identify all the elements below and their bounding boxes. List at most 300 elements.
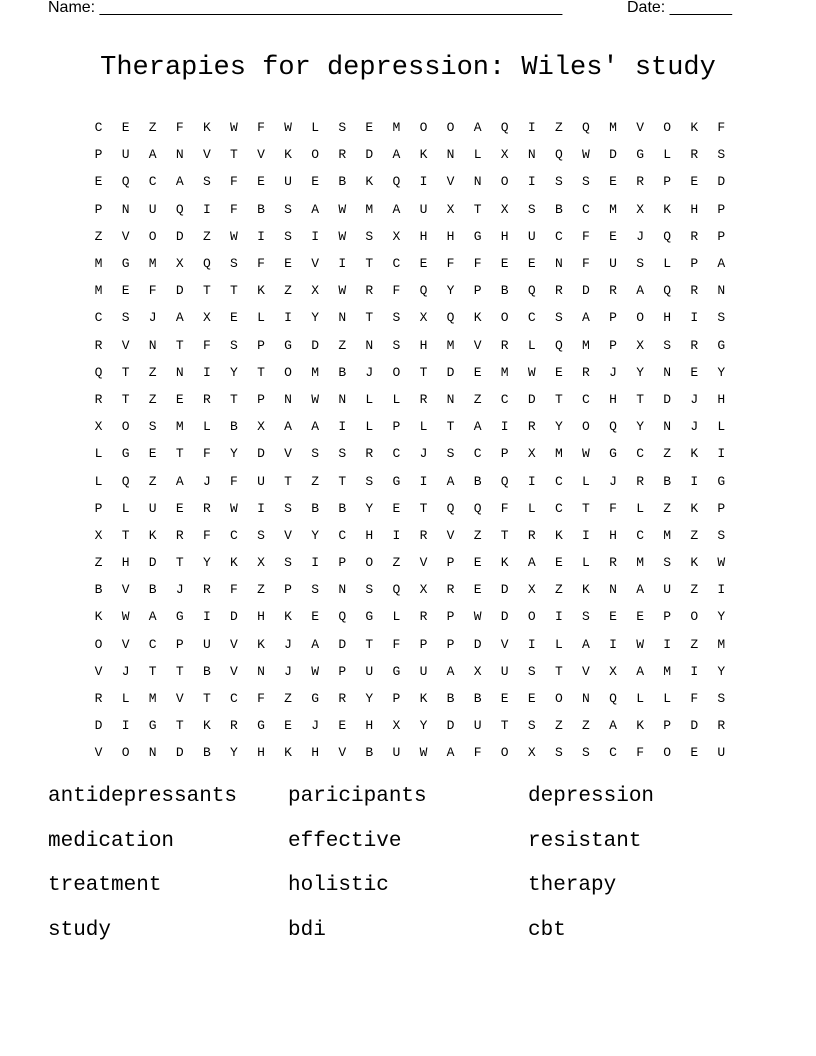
grid-cell[interactable]: B xyxy=(338,174,347,190)
grid-cell[interactable]: C xyxy=(527,310,536,326)
grid-cell[interactable]: G xyxy=(284,337,292,353)
grid-cell[interactable]: Y xyxy=(419,718,428,734)
grid-cell[interactable]: F xyxy=(257,120,265,136)
grid-cell[interactable]: F xyxy=(202,446,211,462)
grid-cell[interactable]: F xyxy=(230,582,238,598)
grid-cell[interactable]: X xyxy=(419,310,428,326)
grid-cell[interactable]: N xyxy=(257,663,265,679)
grid-cell[interactable]: R xyxy=(582,364,590,380)
grid-cell[interactable]: C xyxy=(392,256,401,272)
grid-cell[interactable]: K xyxy=(419,147,428,163)
grid-cell[interactable]: I xyxy=(527,174,536,190)
grid-cell[interactable]: T xyxy=(338,473,347,489)
grid-cell[interactable]: X xyxy=(202,310,211,326)
grid-cell[interactable]: B xyxy=(202,745,211,761)
grid-cell[interactable]: N xyxy=(338,391,347,407)
grid-cell[interactable]: D xyxy=(257,446,265,462)
grid-cell[interactable]: B xyxy=(500,283,509,299)
grid-cell[interactable]: N xyxy=(527,147,536,163)
grid-cell[interactable]: D xyxy=(663,391,672,407)
grid-cell[interactable]: C xyxy=(554,473,563,489)
grid-cell[interactable]: Q xyxy=(473,500,482,516)
grid-cell[interactable]: B xyxy=(311,500,320,516)
grid-cell[interactable]: G xyxy=(257,718,265,734)
grid-cell[interactable]: S xyxy=(121,310,130,326)
grid-cell[interactable]: M xyxy=(582,337,590,353)
grid-cell[interactable]: R xyxy=(636,473,644,489)
grid-cell[interactable]: I xyxy=(392,527,401,543)
grid-cell[interactable]: T xyxy=(202,691,211,707)
grid-cell[interactable]: M xyxy=(175,419,184,435)
grid-cell[interactable]: F xyxy=(500,500,509,516)
grid-cell[interactable]: S xyxy=(338,120,347,136)
grid-cell[interactable]: K xyxy=(148,527,157,543)
grid-cell[interactable]: B xyxy=(446,691,455,707)
grid-cell[interactable]: Z xyxy=(148,364,157,380)
grid-cell[interactable]: K xyxy=(257,636,265,652)
grid-cell[interactable]: V xyxy=(284,446,292,462)
grid-cell[interactable]: J xyxy=(284,663,292,679)
grid-cell[interactable]: O xyxy=(582,419,590,435)
grid-cell[interactable]: I xyxy=(338,419,347,435)
grid-cell[interactable]: W xyxy=(582,446,590,462)
grid-cell[interactable]: X xyxy=(257,419,265,435)
grid-cell[interactable]: R xyxy=(202,500,211,516)
grid-cell[interactable]: G xyxy=(121,446,130,462)
grid-cell[interactable]: T xyxy=(175,555,184,571)
grid-cell[interactable]: X xyxy=(446,201,455,217)
grid-cell[interactable]: I xyxy=(419,174,428,190)
grid-cell[interactable]: V xyxy=(582,663,590,679)
grid-cell[interactable]: K xyxy=(230,555,238,571)
grid-cell[interactable]: L xyxy=(94,446,103,462)
grid-cell[interactable]: O xyxy=(392,364,401,380)
grid-cell[interactable]: K xyxy=(582,582,590,598)
grid-cell[interactable]: T xyxy=(202,283,211,299)
grid-cell[interactable]: W xyxy=(473,609,482,625)
grid-cell[interactable]: S xyxy=(284,500,292,516)
grid-cell[interactable]: R xyxy=(338,147,347,163)
grid-cell[interactable]: I xyxy=(554,609,563,625)
grid-cell[interactable]: M xyxy=(636,555,644,571)
grid-cell[interactable]: R xyxy=(365,446,374,462)
grid-cell[interactable]: E xyxy=(257,174,265,190)
grid-cell[interactable]: J xyxy=(609,473,617,489)
grid-cell[interactable]: E xyxy=(419,256,428,272)
grid-cell[interactable]: Q xyxy=(500,120,509,136)
grid-cell[interactable]: V xyxy=(257,147,265,163)
grid-cell[interactable]: Y xyxy=(230,745,238,761)
grid-cell[interactable]: I xyxy=(690,310,699,326)
grid-cell[interactable]: U xyxy=(717,745,726,761)
grid-cell[interactable]: A xyxy=(284,419,292,435)
grid-cell[interactable]: Q xyxy=(392,582,401,598)
grid-cell[interactable]: Z xyxy=(284,283,292,299)
grid-cell[interactable]: Q xyxy=(419,283,428,299)
grid-cell[interactable]: U xyxy=(365,663,374,679)
grid-cell[interactable]: R xyxy=(94,691,103,707)
grid-cell[interactable]: S xyxy=(392,310,401,326)
grid-cell[interactable]: Q xyxy=(554,337,563,353)
grid-cell[interactable]: D xyxy=(94,718,103,734)
grid-cell[interactable]: P xyxy=(94,500,103,516)
grid-cell[interactable]: Q xyxy=(609,691,617,707)
grid-cell[interactable]: B xyxy=(94,582,103,598)
grid-cell[interactable]: Q xyxy=(121,174,130,190)
grid-cell[interactable]: F xyxy=(690,691,699,707)
grid-cell[interactable]: P xyxy=(717,201,726,217)
grid-cell[interactable]: A xyxy=(148,147,157,163)
grid-cell[interactable]: M xyxy=(717,636,726,652)
grid-cell[interactable]: U xyxy=(500,663,509,679)
grid-cell[interactable]: L xyxy=(257,310,265,326)
grid-cell[interactable]: E xyxy=(609,609,617,625)
grid-cell[interactable]: T xyxy=(636,391,644,407)
grid-cell[interactable]: K xyxy=(473,310,482,326)
grid-cell[interactable]: C xyxy=(554,228,563,244)
grid-cell[interactable]: W xyxy=(419,745,428,761)
grid-cell[interactable]: M xyxy=(609,120,617,136)
grid-cell[interactable]: Z xyxy=(148,473,157,489)
grid-cell[interactable]: D xyxy=(365,147,374,163)
grid-cell[interactable]: Z xyxy=(202,228,211,244)
grid-cell[interactable]: L xyxy=(527,500,536,516)
grid-cell[interactable]: T xyxy=(121,391,130,407)
grid-cell[interactable]: C xyxy=(148,174,157,190)
grid-cell[interactable]: K xyxy=(365,174,374,190)
grid-cell[interactable]: P xyxy=(338,663,347,679)
grid-cell[interactable]: O xyxy=(690,609,699,625)
grid-cell[interactable]: T xyxy=(365,636,374,652)
grid-cell[interactable]: M xyxy=(148,256,157,272)
grid-cell[interactable]: R xyxy=(690,147,699,163)
grid-cell[interactable]: J xyxy=(148,310,157,326)
grid-cell[interactable]: Q xyxy=(446,500,455,516)
grid-cell[interactable]: D xyxy=(175,745,184,761)
grid-cell[interactable]: Z xyxy=(94,228,103,244)
grid-cell[interactable]: J xyxy=(311,718,320,734)
grid-cell[interactable]: S xyxy=(365,473,374,489)
grid-cell[interactable]: T xyxy=(554,391,563,407)
grid-cell[interactable]: H xyxy=(419,228,428,244)
grid-cell[interactable]: T xyxy=(582,500,590,516)
grid-cell[interactable]: Y xyxy=(202,555,211,571)
grid-cell[interactable]: I xyxy=(717,446,726,462)
grid-cell[interactable]: S xyxy=(636,256,644,272)
grid-cell[interactable]: S xyxy=(663,555,672,571)
grid-cell[interactable]: B xyxy=(473,691,482,707)
grid-cell[interactable]: S xyxy=(717,691,726,707)
grid-cell[interactable]: O xyxy=(500,745,509,761)
grid-cell[interactable]: E xyxy=(338,718,347,734)
grid-cell[interactable]: C xyxy=(554,500,563,516)
grid-cell[interactable]: A xyxy=(527,555,536,571)
grid-cell[interactable]: Z xyxy=(690,636,699,652)
grid-cell[interactable]: N xyxy=(663,364,672,380)
grid-cell[interactable]: E xyxy=(148,446,157,462)
grid-cell[interactable]: L xyxy=(419,419,428,435)
grid-cell[interactable]: S xyxy=(284,555,292,571)
grid-cell[interactable]: D xyxy=(609,147,617,163)
grid-cell[interactable]: F xyxy=(582,256,590,272)
grid-cell[interactable]: T xyxy=(121,527,130,543)
grid-cell[interactable]: S xyxy=(202,174,211,190)
grid-cell[interactable]: S xyxy=(717,310,726,326)
grid-cell[interactable]: E xyxy=(473,582,482,598)
grid-cell[interactable]: B xyxy=(365,745,374,761)
grid-cell[interactable]: N xyxy=(717,283,726,299)
grid-cell[interactable]: X xyxy=(419,582,428,598)
grid-cell[interactable]: I xyxy=(717,582,726,598)
grid-cell[interactable]: R xyxy=(500,337,509,353)
grid-cell[interactable]: R xyxy=(717,718,726,734)
grid-cell[interactable]: T xyxy=(446,419,455,435)
grid-cell[interactable]: X xyxy=(527,745,536,761)
grid-cell[interactable]: B xyxy=(554,201,563,217)
grid-cell[interactable]: Q xyxy=(175,201,184,217)
grid-cell[interactable]: S xyxy=(284,201,292,217)
grid-cell[interactable]: F xyxy=(257,256,265,272)
grid-cell[interactable]: U xyxy=(284,174,292,190)
grid-cell[interactable]: F xyxy=(717,120,726,136)
grid-cell[interactable]: Y xyxy=(365,500,374,516)
grid-cell[interactable]: H xyxy=(365,527,374,543)
grid-cell[interactable]: S xyxy=(230,337,238,353)
grid-cell[interactable]: B xyxy=(202,663,211,679)
grid-cell[interactable]: Z xyxy=(663,500,672,516)
grid-cell[interactable]: S xyxy=(311,446,320,462)
grid-cell[interactable]: C xyxy=(94,120,103,136)
grid-cell[interactable]: Y xyxy=(230,446,238,462)
grid-cell[interactable]: P xyxy=(175,636,184,652)
grid-cell[interactable]: B xyxy=(148,582,157,598)
grid-cell[interactable]: Z xyxy=(473,527,482,543)
grid-cell[interactable]: S xyxy=(663,337,672,353)
grid-cell[interactable]: W xyxy=(230,500,238,516)
grid-cell[interactable]: C xyxy=(582,391,590,407)
grid-cell[interactable]: V xyxy=(94,663,103,679)
grid-cell[interactable]: S xyxy=(257,527,265,543)
grid-cell[interactable]: Z xyxy=(338,337,347,353)
grid-cell[interactable]: O xyxy=(527,609,536,625)
grid-cell[interactable]: H xyxy=(663,310,672,326)
grid-cell[interactable]: U xyxy=(121,147,130,163)
grid-cell[interactable]: E xyxy=(636,609,644,625)
grid-cell[interactable]: V xyxy=(230,636,238,652)
grid-cell[interactable]: E xyxy=(554,364,563,380)
grid-cell[interactable]: N xyxy=(175,364,184,380)
grid-cell[interactable]: R xyxy=(636,174,644,190)
grid-cell[interactable]: Z xyxy=(257,582,265,598)
grid-cell[interactable]: X xyxy=(392,228,401,244)
grid-cell[interactable]: Z xyxy=(392,555,401,571)
grid-cell[interactable]: X xyxy=(257,555,265,571)
grid-cell[interactable]: H xyxy=(446,228,455,244)
grid-cell[interactable]: X xyxy=(500,201,509,217)
grid-cell[interactable]: S xyxy=(527,718,536,734)
grid-cell[interactable]: K xyxy=(663,201,672,217)
grid-cell[interactable]: N xyxy=(554,256,563,272)
grid-cell[interactable]: F xyxy=(392,283,401,299)
grid-cell[interactable]: E xyxy=(94,174,103,190)
grid-cell[interactable]: J xyxy=(202,473,211,489)
grid-cell[interactable]: S xyxy=(554,310,563,326)
grid-cell[interactable]: D xyxy=(473,636,482,652)
grid-cell[interactable]: W xyxy=(582,147,590,163)
grid-cell[interactable]: Z xyxy=(690,527,699,543)
grid-cell[interactable]: D xyxy=(446,718,455,734)
grid-cell[interactable]: Z xyxy=(690,582,699,598)
grid-cell[interactable]: X xyxy=(636,201,644,217)
grid-cell[interactable]: N xyxy=(473,174,482,190)
grid-cell[interactable]: G xyxy=(392,663,401,679)
grid-cell[interactable]: E xyxy=(500,691,509,707)
grid-cell[interactable]: T xyxy=(230,147,238,163)
grid-cell[interactable]: B xyxy=(257,201,265,217)
grid-cell[interactable]: N xyxy=(446,391,455,407)
grid-cell[interactable]: O xyxy=(148,228,157,244)
grid-cell[interactable]: S xyxy=(554,174,563,190)
grid-cell[interactable]: S xyxy=(527,663,536,679)
grid-cell[interactable]: V xyxy=(121,636,130,652)
grid-cell[interactable]: J xyxy=(419,446,428,462)
grid-cell[interactable]: O xyxy=(636,310,644,326)
grid-cell[interactable]: O xyxy=(663,745,672,761)
grid-cell[interactable]: P xyxy=(663,609,672,625)
grid-cell[interactable]: C xyxy=(338,527,347,543)
grid-cell[interactable]: O xyxy=(500,174,509,190)
grid-cell[interactable]: X xyxy=(311,283,320,299)
grid-cell[interactable]: Q xyxy=(582,120,590,136)
grid-cell[interactable]: C xyxy=(473,446,482,462)
grid-cell[interactable]: E xyxy=(690,364,699,380)
grid-cell[interactable]: J xyxy=(284,636,292,652)
grid-cell[interactable]: E xyxy=(284,718,292,734)
grid-cell[interactable]: H xyxy=(311,745,320,761)
grid-cell[interactable]: P xyxy=(446,609,455,625)
grid-cell[interactable]: G xyxy=(121,256,130,272)
grid-cell[interactable]: H xyxy=(717,391,726,407)
grid-cell[interactable]: H xyxy=(690,201,699,217)
grid-cell[interactable]: R xyxy=(554,283,563,299)
grid-cell[interactable]: W xyxy=(717,555,726,571)
grid-cell[interactable]: R xyxy=(690,337,699,353)
grid-cell[interactable]: O xyxy=(121,745,130,761)
grid-cell[interactable]: O xyxy=(311,147,320,163)
grid-cell[interactable]: L xyxy=(392,391,401,407)
grid-cell[interactable]: P xyxy=(338,555,347,571)
grid-cell[interactable]: J xyxy=(636,228,644,244)
grid-cell[interactable]: T xyxy=(148,663,157,679)
grid-cell[interactable]: T xyxy=(175,446,184,462)
grid-cell[interactable]: L xyxy=(202,419,211,435)
grid-cell[interactable]: J xyxy=(609,364,617,380)
grid-cell[interactable]: Z xyxy=(554,718,563,734)
grid-cell[interactable]: O xyxy=(446,120,455,136)
grid-cell[interactable]: X xyxy=(94,527,103,543)
grid-cell[interactable]: T xyxy=(365,310,374,326)
grid-cell[interactable]: F xyxy=(609,500,617,516)
grid-cell[interactable]: R xyxy=(230,718,238,734)
grid-cell[interactable]: A xyxy=(473,419,482,435)
grid-cell[interactable]: G xyxy=(717,337,726,353)
grid-cell[interactable]: O xyxy=(500,310,509,326)
grid-cell[interactable]: C xyxy=(609,745,617,761)
grid-cell[interactable]: T xyxy=(230,283,238,299)
grid-cell[interactable]: T xyxy=(230,391,238,407)
grid-cell[interactable]: E xyxy=(392,500,401,516)
grid-cell[interactable]: T xyxy=(257,364,265,380)
grid-cell[interactable]: U xyxy=(527,228,536,244)
grid-cell[interactable]: R xyxy=(94,391,103,407)
grid-cell[interactable]: Y xyxy=(636,419,644,435)
grid-cell[interactable]: E xyxy=(121,283,130,299)
grid-cell[interactable]: Y xyxy=(717,609,726,625)
grid-cell[interactable]: K xyxy=(284,147,292,163)
grid-cell[interactable]: C xyxy=(636,527,644,543)
grid-cell[interactable]: V xyxy=(338,745,347,761)
grid-cell[interactable]: D xyxy=(148,555,157,571)
grid-cell[interactable]: X xyxy=(609,663,617,679)
grid-cell[interactable]: H xyxy=(609,391,617,407)
grid-cell[interactable]: P xyxy=(609,310,617,326)
grid-cell[interactable]: A xyxy=(473,120,482,136)
grid-cell[interactable]: T xyxy=(284,473,292,489)
name-field[interactable]: Name: ____________________________________________________ xyxy=(48,0,563,16)
grid-cell[interactable]: I xyxy=(311,228,320,244)
grid-cell[interactable]: P xyxy=(663,718,672,734)
grid-cell[interactable]: E xyxy=(690,174,699,190)
grid-cell[interactable]: W xyxy=(338,283,347,299)
grid-cell[interactable]: I xyxy=(690,473,699,489)
grid-cell[interactable]: B xyxy=(338,500,347,516)
date-field[interactable]: Date: _______ xyxy=(627,0,732,16)
grid-cell[interactable]: I xyxy=(121,718,130,734)
grid-cell[interactable]: E xyxy=(311,174,320,190)
grid-cell[interactable]: Z xyxy=(148,391,157,407)
grid-cell[interactable]: E xyxy=(365,120,374,136)
grid-cell[interactable]: W xyxy=(311,391,320,407)
grid-cell[interactable]: X xyxy=(94,419,103,435)
grid-cell[interactable]: I xyxy=(663,636,672,652)
grid-cell[interactable]: Z xyxy=(148,120,157,136)
grid-cell[interactable]: A xyxy=(717,256,726,272)
grid-cell[interactable]: Y xyxy=(311,527,320,543)
grid-cell[interactable]: C xyxy=(230,527,238,543)
grid-cell[interactable]: A xyxy=(446,745,455,761)
grid-cell[interactable]: X xyxy=(636,337,644,353)
grid-cell[interactable]: F xyxy=(175,120,184,136)
grid-cell[interactable]: J xyxy=(690,419,699,435)
grid-cell[interactable]: Q xyxy=(554,147,563,163)
grid-cell[interactable]: W xyxy=(527,364,536,380)
grid-cell[interactable]: S xyxy=(582,745,590,761)
grid-cell[interactable]: P xyxy=(446,555,455,571)
grid-cell[interactable]: W xyxy=(284,120,292,136)
grid-cell[interactable]: L xyxy=(554,636,563,652)
grid-cell[interactable]: Z xyxy=(554,120,563,136)
grid-cell[interactable]: F xyxy=(202,527,211,543)
grid-cell[interactable]: S xyxy=(717,147,726,163)
grid-cell[interactable]: L xyxy=(473,147,482,163)
grid-cell[interactable]: Z xyxy=(311,473,320,489)
grid-cell[interactable]: A xyxy=(175,473,184,489)
grid-cell[interactable]: M xyxy=(663,527,672,543)
grid-cell[interactable]: T xyxy=(175,337,184,353)
grid-cell[interactable]: I xyxy=(500,419,509,435)
grid-cell[interactable]: S xyxy=(148,419,157,435)
grid-cell[interactable]: G xyxy=(365,609,374,625)
